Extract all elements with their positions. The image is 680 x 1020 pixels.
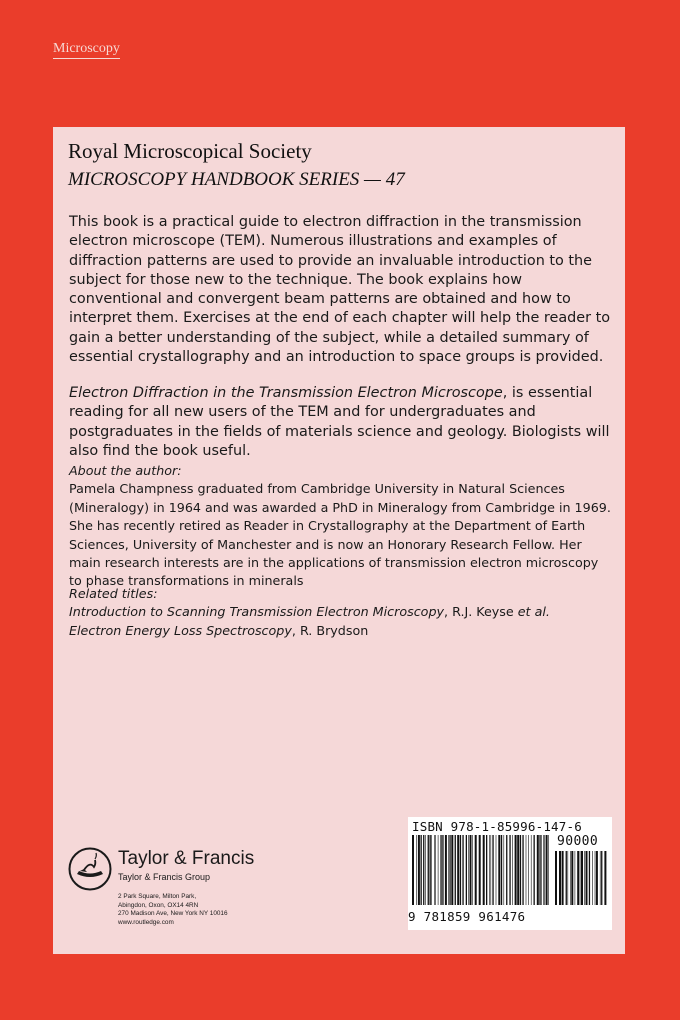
- barcode-bar: [435, 835, 436, 905]
- barcode-bar: [586, 851, 588, 905]
- related-heading: Related titles:: [69, 586, 158, 601]
- barcode-bar: [475, 835, 477, 905]
- series-title: MICROSCOPY HANDBOOK SERIES — 47: [68, 169, 405, 190]
- barcode-bar: [425, 835, 426, 905]
- barcode-bar: [462, 835, 463, 905]
- barcode-bar: [455, 835, 456, 905]
- audience-paragraph: [69, 384, 614, 461]
- barcode-bar: [526, 835, 527, 905]
- barcode-bar: [491, 835, 492, 905]
- addon-bars: [555, 851, 608, 905]
- barcode-bar: [577, 851, 579, 905]
- barcode-bar: [562, 851, 564, 905]
- about-author: [69, 462, 614, 591]
- barcode: [408, 817, 612, 930]
- barcode-bar: [515, 835, 517, 905]
- barcode-bar: [534, 835, 535, 905]
- barcode-bar: [575, 851, 576, 905]
- barcode-bar: [566, 851, 567, 905]
- barcode-bar: [418, 835, 420, 905]
- barcode-bar: [537, 835, 539, 905]
- barcode-bar: [449, 835, 450, 905]
- barcode-bar: [584, 851, 585, 905]
- barcode-bar: [468, 835, 469, 905]
- related-author: , R. Brydson: [291, 622, 369, 638]
- barcode-bar: [517, 835, 519, 905]
- barcode-bar: [483, 835, 485, 905]
- barcode-bar: [431, 835, 432, 905]
- audience-text: , is essential reading for all new users of the TEM and for undergraduates and postgraduates in the fields of materials science and geology. Biologists will also find the book useful.: [69, 385, 610, 459]
- description-paragraph: This book is a practical guide to electron diffraction in the transmission electron microscope (TEM). Numerous illustrations and examples of diffraction patterns are used to provide an invaluable introduction to the subject for those new to the technique. The book explains how conventional and convergent beam patterns are obtained and how to interpret them. Exercises at the end of each chapter will help the reader to gain a better understanding of the subject, while a detailed summary of essential crystallography and an introduction to space groups is provided.: [69, 214, 611, 366]
- barcode-bar: [589, 851, 590, 905]
- barcode-bar: [442, 835, 443, 905]
- barcode-bar: [412, 835, 414, 905]
- barcode-bars: [412, 835, 552, 905]
- barcode-bar: [434, 835, 435, 905]
- isbn-text: ISBN 978-1-85996-147-6: [412, 819, 582, 834]
- barcode-bar: [571, 851, 573, 905]
- barcode-bar: [438, 835, 439, 905]
- barcode-bar: [428, 835, 429, 905]
- publisher-name: Taylor & Francis: [118, 848, 255, 869]
- barcode-bar: [430, 835, 431, 905]
- related-titles: [69, 585, 614, 640]
- barcode-bar: [548, 835, 549, 905]
- barcode-bar: [531, 835, 532, 905]
- barcode-bar: [445, 835, 447, 905]
- barcode-bar: [522, 835, 523, 905]
- barcode-bar: [541, 835, 542, 905]
- barcode-bar: [440, 835, 441, 905]
- related-item: [69, 622, 614, 640]
- publisher-block: [68, 847, 308, 947]
- barcode-bar: [498, 835, 500, 905]
- publisher-group: Taylor & Francis Group: [118, 872, 211, 882]
- related-title: Electron Energy Loss Spectroscopy: [69, 622, 292, 638]
- barcode-bar: [528, 835, 529, 905]
- barcode-bar: [416, 835, 417, 905]
- barcode-bar: [460, 835, 461, 905]
- lamp-icon: [68, 847, 112, 891]
- about-text: Pamela Champness graduated from Cambridge University in Natural Sciences (Mineralogy) in 1964 and was awarded a PhD in Mineralogy from Cambridge in 1969. She has recently retired as Reader in Crystallography at the Department of Earth Sciences, University of Manchester and is now an Honorary Research Fellow. Her main research interests are in the applications of transmission electron microscopy to phase transformations in minerals: [69, 481, 611, 589]
- barcode-bar: [486, 835, 487, 905]
- barcode-bar: [601, 851, 602, 905]
- barcode-bar: [466, 835, 467, 905]
- barcode-bar: [489, 835, 490, 905]
- barcode-bar: [423, 835, 424, 905]
- category-label: Microscopy: [53, 41, 120, 59]
- ean-digits: 9 781859 961476: [408, 909, 526, 924]
- barcode-bar: [595, 851, 596, 905]
- related-suffix: et al.: [517, 604, 550, 620]
- barcode-bar: [506, 835, 507, 905]
- barcode-bar: [604, 851, 606, 905]
- barcode-bar: [496, 835, 497, 905]
- publisher-address: [118, 893, 228, 927]
- back-cover-panel: [53, 127, 625, 954]
- address-line: Abingdon, Oxon, OX14 4RN: [118, 901, 199, 909]
- barcode-bar: [421, 835, 422, 905]
- society-title: Royal Microscopical Society: [68, 139, 312, 163]
- related-title: Introduction to Scanning Transmission Electron Microscopy: [69, 604, 445, 620]
- barcode-bar: [580, 851, 581, 905]
- barcode-bar: [457, 835, 459, 905]
- barcode-bar: [568, 851, 569, 905]
- barcode-bar: [559, 851, 561, 905]
- barcode-bar: [479, 835, 481, 905]
- about-heading: About the author:: [69, 463, 182, 478]
- barcode-bar: [570, 851, 571, 905]
- address-line: 2 Park Square, Milton Park,: [118, 893, 197, 900]
- barcode-bar: [451, 835, 453, 905]
- related-item: [69, 603, 614, 621]
- addon-code: 90000: [557, 834, 599, 849]
- barcode-bar: [539, 835, 540, 905]
- barcode-bar: [512, 835, 513, 905]
- address-line: 270 Madison Ave, New York NY 10016: [118, 910, 228, 918]
- barcode-bar: [581, 851, 583, 905]
- barcode-bar: [448, 835, 449, 905]
- barcode-bar: [592, 851, 593, 905]
- barcode-bar: [501, 835, 502, 905]
- barcode-bar: [544, 835, 545, 905]
- barcode-bar: [492, 835, 493, 905]
- barcode-bar: [596, 851, 598, 905]
- barcode-bar: [555, 851, 557, 905]
- barcode-bar: [600, 851, 601, 905]
- barcode-bar: [520, 835, 521, 905]
- barcode-bar: [470, 835, 472, 905]
- barcode-bar: [546, 835, 548, 905]
- book-title: Electron Diffraction in the Transmission Electron Microscope: [69, 385, 503, 401]
- barcode-bar: [543, 835, 544, 905]
- barcode-bar: [504, 835, 505, 905]
- barcode-bar: [472, 835, 473, 905]
- related-author: , R.J. Keyse: [444, 604, 518, 620]
- address-line: www.routledge.com: [118, 918, 174, 926]
- barcode-bar: [509, 835, 510, 905]
